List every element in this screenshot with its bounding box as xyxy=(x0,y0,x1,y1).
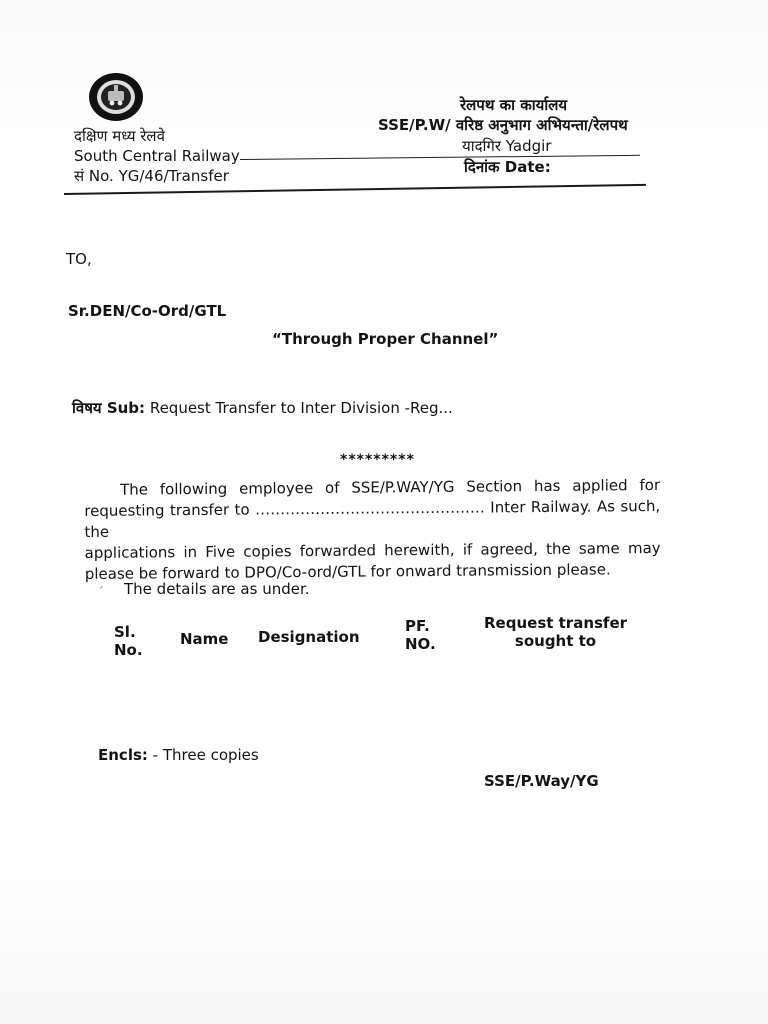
column-header-sl-no xyxy=(114,623,143,659)
stray-mark: ˊ xyxy=(98,585,104,598)
office-name-hindi: रेलपथ का कार्यालय xyxy=(460,96,568,114)
header-line: PF. xyxy=(405,617,430,635)
column-header-request-transfer xyxy=(484,614,627,650)
column-header-name: Name xyxy=(180,630,229,648)
addressee: Sr.DEN/Co-Ord/GTL xyxy=(68,302,227,320)
header-line: Request transfer xyxy=(484,614,628,632)
header-line: sought to xyxy=(514,632,597,650)
date-label: दिनांक Date: xyxy=(464,158,551,176)
separator: ********* xyxy=(340,452,415,468)
body-line: applications in Five copies forwarded herewith, if agreed, the same may xyxy=(84,538,661,562)
body-paragraph xyxy=(84,475,661,585)
channel-note: “Through Proper Channel” xyxy=(272,330,499,348)
office-designation: SSE/P.W/ वरिष्ठ अनुभाग अभियन्ता/रेलपथ xyxy=(378,116,628,134)
signatory: SSE/P.Way/YG xyxy=(484,772,599,790)
column-header-designation: Designation xyxy=(258,628,360,646)
office-place: यादगिर Yadgir xyxy=(462,137,552,155)
org-name-hindi: दक्षिण मध्य रेलवे xyxy=(74,127,165,145)
org-name-english: South Central Railway xyxy=(74,147,240,165)
body-line: requesting transfer to …………………………………….… Inter Railway. As such, the xyxy=(84,496,661,541)
enclosures xyxy=(98,746,259,764)
subject-label: विषय Sub: xyxy=(72,399,146,417)
indian-railways-emblem-icon xyxy=(88,72,144,122)
enclosures-label: Encls: xyxy=(98,746,148,764)
details-intro: The details are as under. xyxy=(124,580,310,598)
body-line: please be forward to DPO/Co-ord/GTL for onward transmission please. xyxy=(84,560,611,583)
header-line: No. xyxy=(114,641,143,659)
header-underline xyxy=(240,155,640,160)
enclosures-text: - Three copies xyxy=(147,746,259,764)
header-line: Sl. xyxy=(114,623,136,641)
column-header-pf-no xyxy=(405,617,436,653)
reference-number: सं No. YG/46/Transfer xyxy=(74,167,229,185)
subject-text: Request Transfer to Inter Division -Reg... xyxy=(145,399,453,417)
subject-line xyxy=(72,398,453,418)
to-label: TO, xyxy=(66,250,92,268)
header-line: NO. xyxy=(405,635,436,653)
body-line: The following employee of SSE/P.WAY/YG Section has applied for xyxy=(120,475,661,499)
